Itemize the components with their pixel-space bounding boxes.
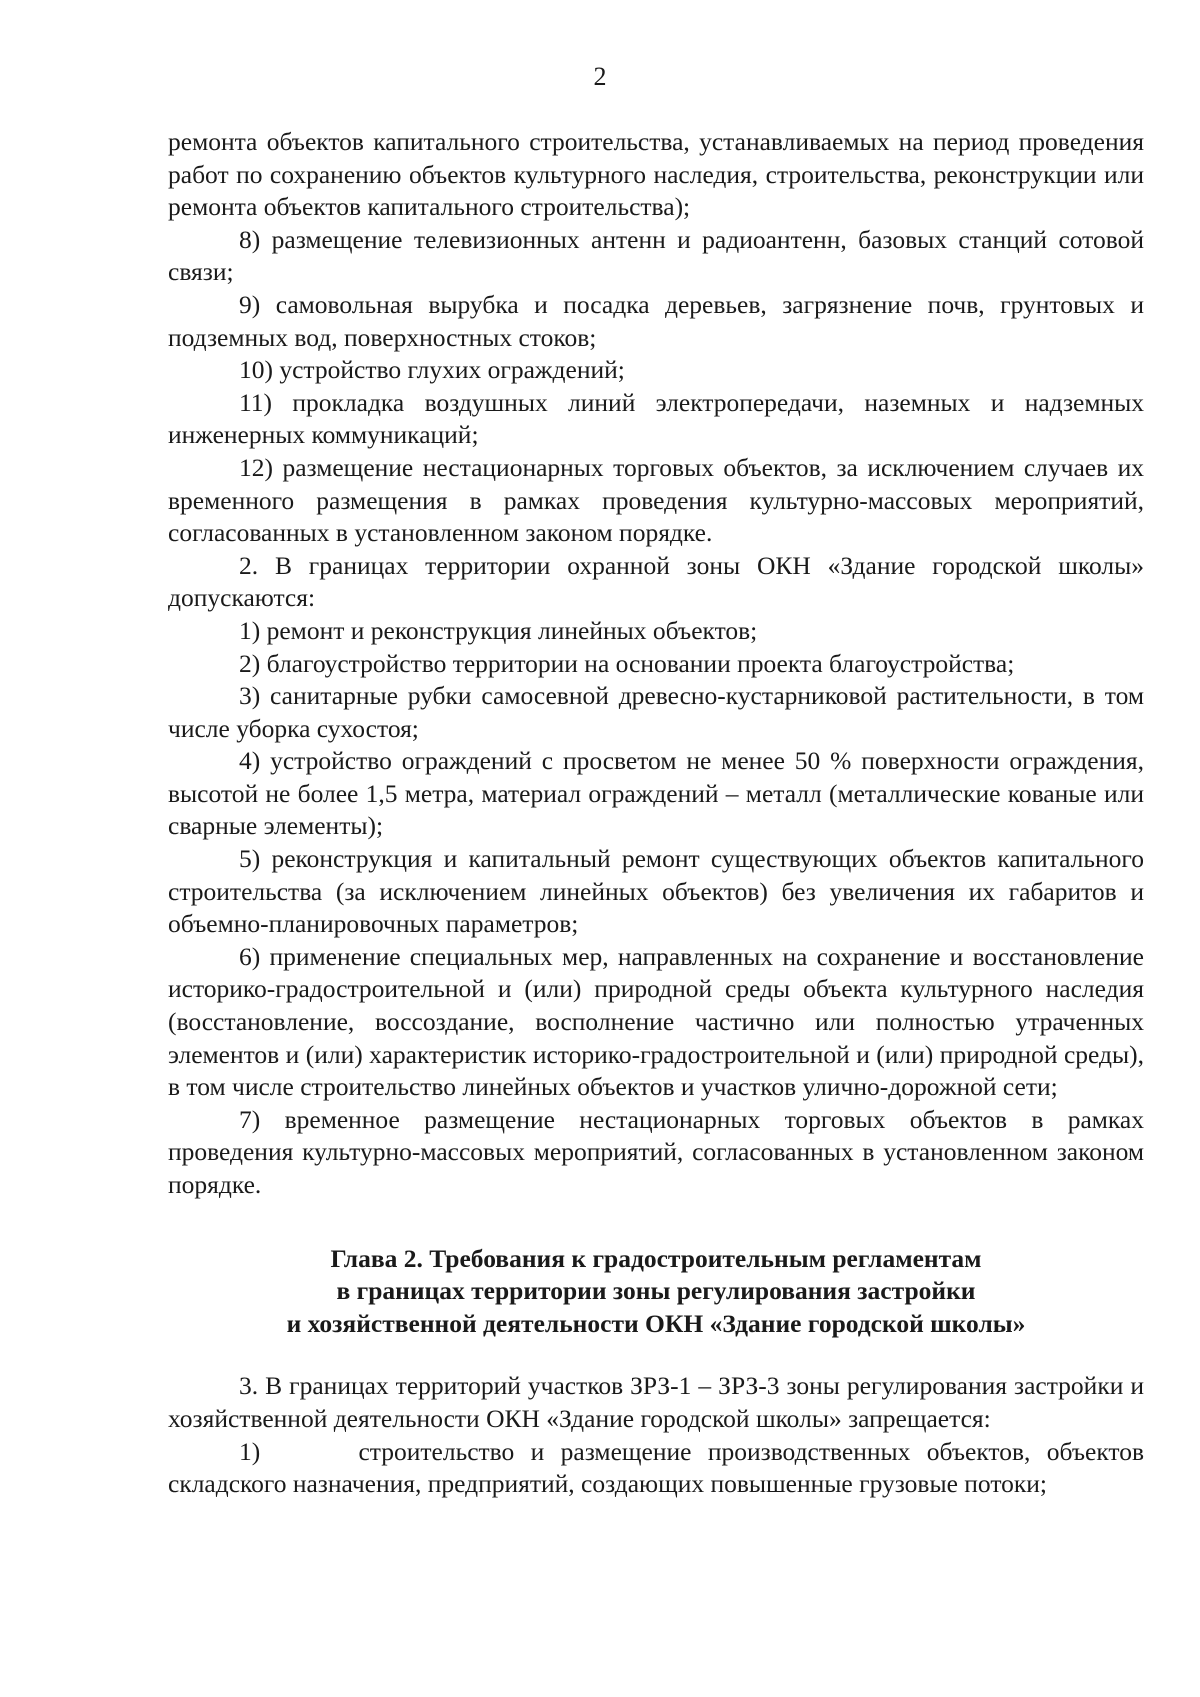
list-item-11: 11) прокладка воздушных линий электропередачи, наземных и надземных инженерных коммуникаций; (168, 387, 1144, 450)
paragraph-continuation: ремонта объектов капитального строительства, устанавливаемых на период проведения работ по сохранению объектов культурного наследия, строительства, реконструкции или ремонта объектов капитального строительства); (168, 127, 1144, 222)
allowed-item-3: 3) санитарные рубки самосевной древесно-кустарниковой растительности, в том числе уборка сухостоя; (168, 681, 1144, 743)
prohibited-item-1: 1) строительство и размещение производственных объектов, объектов складского назначения, предприятий, создающих повышенные грузовые потоки; (168, 1436, 1151, 1499)
section-3-paragraph: 3. В границах территорий участков ЗРЗ-1 – ЗРЗ-3 зоны регулирования застройки и хозяйственной деятельности ОКН «Здание городской школы» запрещается: (168, 1371, 1144, 1433)
list-item-8: 8) размещение телевизионных антенн и радиоантенн, базовых станций сотовой связи; (168, 224, 1144, 287)
page-number: 2 (593, 62, 607, 91)
list-item-10: 10) устройство глухих ограждений; (239, 355, 625, 385)
list-item-9: 9) самовольная вырубка и посадка деревьев, загрязнение почв, грунтовых и подземных вод, поверхностных стоков; (168, 289, 1144, 352)
allowed-item-6: 6) применение специальных мер, направленных на сохранение и восстановление историко-градостроительной и (или) природной среды объекта культурного наследия (восстановление, воссоздание, восполнение частично или полностью утраченных элементов и (или) характеристик историко-градостроительной и (или) природной среды), в том числе строительство линейных объектов и участков улично-дорожной сети; (168, 941, 1144, 1102)
list-item-12: 12) размещение нестационарных торговых объектов, за исключением случаев их временного размещения в рамках проведения культурно-массовых мероприятий, согласованных в установленном законом порядке. (168, 452, 1144, 548)
allowed-item-2: 2) благоустройство территории на основании проекта благоустройства; (239, 648, 1015, 678)
allowed-item-1: 1) ремонт и реконструкция линейных объектов; (239, 615, 758, 645)
allowed-item-5: 5) реконструкция и капитальный ремонт существующих объектов капитального строительства (за исключением линейных объектов) без увеличения их габаритов и объемно-планировочных параметров; (168, 844, 1144, 939)
chapter-heading-line-1: Глава 2. Требования к градостроительным регламентам (330, 1243, 982, 1273)
allowed-item-7: 7) временное размещение нестационарных торговых объектов в рамках проведения культурно-массовых мероприятий, согласованных в установленном законом порядке. (168, 1104, 1144, 1199)
chapter-heading-line-2: в границах территории зоны регулирования застройки (336, 1276, 976, 1306)
chapter-heading (168, 1243, 1144, 1341)
allowed-item-4: 4) устройство ограждений с просветом не менее 50 % поверхности ограждения, высотой не более 1,5 метра, материал ограждений – металл (металлические кованые или сварные элементы); (168, 746, 1144, 841)
chapter-body (168, 1370, 1151, 1500)
chapter-heading-line-3: и хозяйственной деятельности ОКН «Здание городской школы» (286, 1308, 1026, 1338)
document-body (168, 126, 1151, 1501)
section-2-paragraph: 2. В границах территории охранной зоны ОКН «Здание городской школы» допускаются: (168, 550, 1144, 613)
